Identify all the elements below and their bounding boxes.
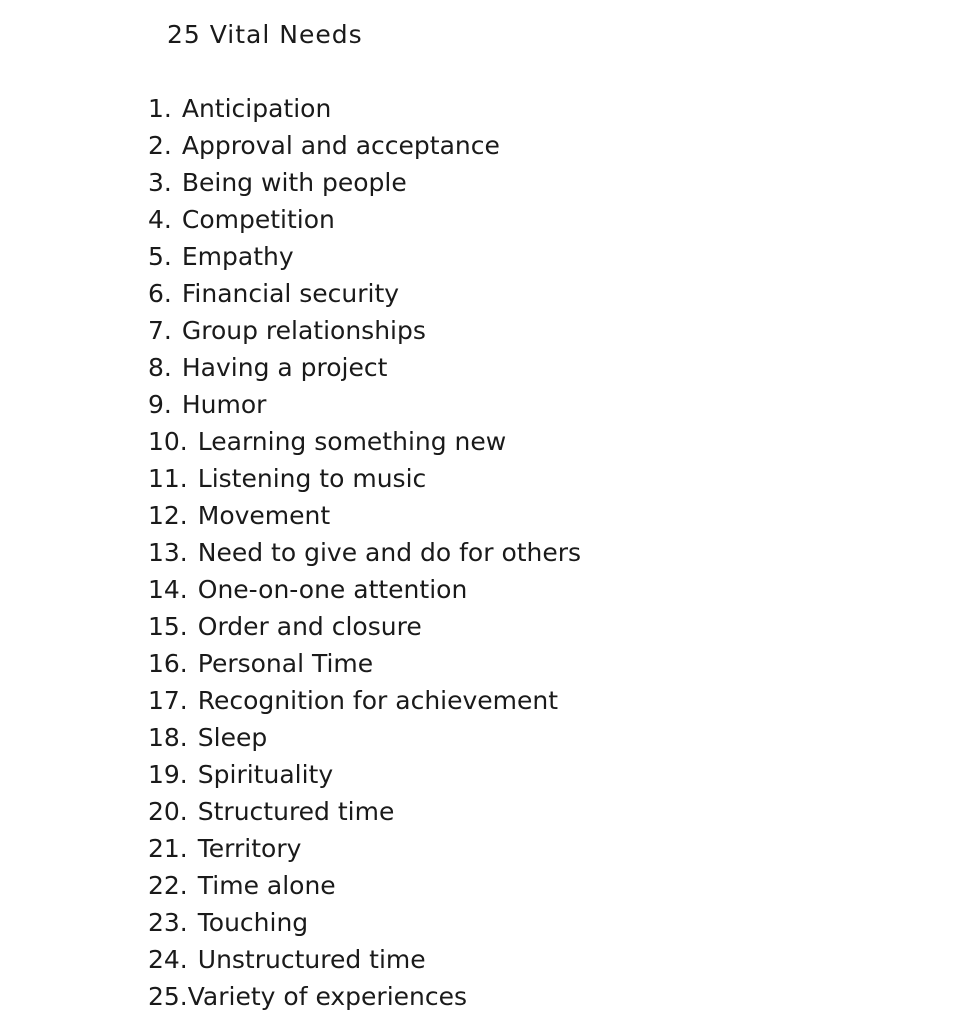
list-item [148, 941, 581, 978]
item-number: 7. [148, 316, 172, 345]
item-number: 20. [148, 797, 188, 826]
needs-list [148, 90, 581, 1015]
item-number: 21. [148, 834, 188, 863]
list-item [148, 238, 581, 275]
item-number: 14. [148, 575, 188, 604]
item-label: Recognition for achievement [197, 686, 559, 715]
item-number: 16. [148, 649, 188, 678]
item-number: 19. [148, 760, 188, 789]
item-number: 24. [148, 945, 188, 974]
item-label: Variety of experiences [187, 982, 468, 1011]
item-number: 13. [148, 538, 188, 567]
item-number: 11. [148, 464, 188, 493]
item-number: 17. [148, 686, 188, 715]
item-number: 4. [148, 205, 172, 234]
list-item [148, 460, 581, 497]
item-number: 9. [148, 390, 172, 419]
item-label: Having a project [181, 353, 388, 382]
item-label: Unstructured time [197, 945, 426, 974]
list-item [148, 127, 581, 164]
item-number: 5. [148, 242, 172, 271]
item-label: Humor [181, 390, 267, 419]
item-label: Personal Time [197, 649, 374, 678]
item-label: Movement [197, 501, 331, 530]
list-item [148, 682, 581, 719]
list-item [148, 756, 581, 793]
list-item [148, 830, 581, 867]
item-label: Need to give and do for others [197, 538, 582, 567]
page-title: 25 Vital Needs [167, 20, 363, 49]
list-item [148, 608, 581, 645]
item-label: Learning something new [197, 427, 507, 456]
item-label: Competition [181, 205, 335, 234]
list-item [148, 904, 581, 941]
item-number: 1. [148, 94, 172, 123]
item-label: One-on-one attention [197, 575, 468, 604]
list-item [148, 534, 581, 571]
item-number: 15. [148, 612, 188, 641]
list-item [148, 90, 581, 127]
item-number: 6. [148, 279, 172, 308]
list-item [148, 645, 581, 682]
item-label: Anticipation [181, 94, 332, 123]
item-number: 10. [148, 427, 188, 456]
item-label: Being with people [181, 168, 407, 197]
item-label: Group relationships [181, 316, 426, 345]
item-label: Spirituality [197, 760, 334, 789]
list-item [148, 793, 581, 830]
list-item [148, 571, 581, 608]
list-item [148, 497, 581, 534]
list-item [148, 312, 581, 349]
list-item [148, 275, 581, 312]
item-number: 12. [148, 501, 188, 530]
item-label: Order and closure [197, 612, 422, 641]
list-item [148, 423, 581, 460]
list-item [148, 867, 581, 904]
item-number: 18. [148, 723, 188, 752]
item-number: 8. [148, 353, 172, 382]
item-label: Touching [197, 908, 309, 937]
item-label: Listening to music [197, 464, 427, 493]
list-item [148, 349, 581, 386]
list-item [148, 386, 581, 423]
item-number: 2. [148, 131, 172, 160]
item-label: Territory [197, 834, 302, 863]
list-item [148, 201, 581, 238]
list-item [148, 719, 581, 756]
list-item [148, 978, 581, 1015]
item-number: 23. [148, 908, 188, 937]
item-label: Approval and acceptance [181, 131, 500, 160]
item-number: 3. [148, 168, 172, 197]
item-label: Time alone [197, 871, 336, 900]
item-number: 25. [148, 982, 188, 1011]
list-item [148, 164, 581, 201]
item-label: Structured time [197, 797, 395, 826]
item-label: Empathy [181, 242, 294, 271]
item-label: Financial security [181, 279, 400, 308]
item-number: 22. [148, 871, 188, 900]
item-label: Sleep [197, 723, 268, 752]
